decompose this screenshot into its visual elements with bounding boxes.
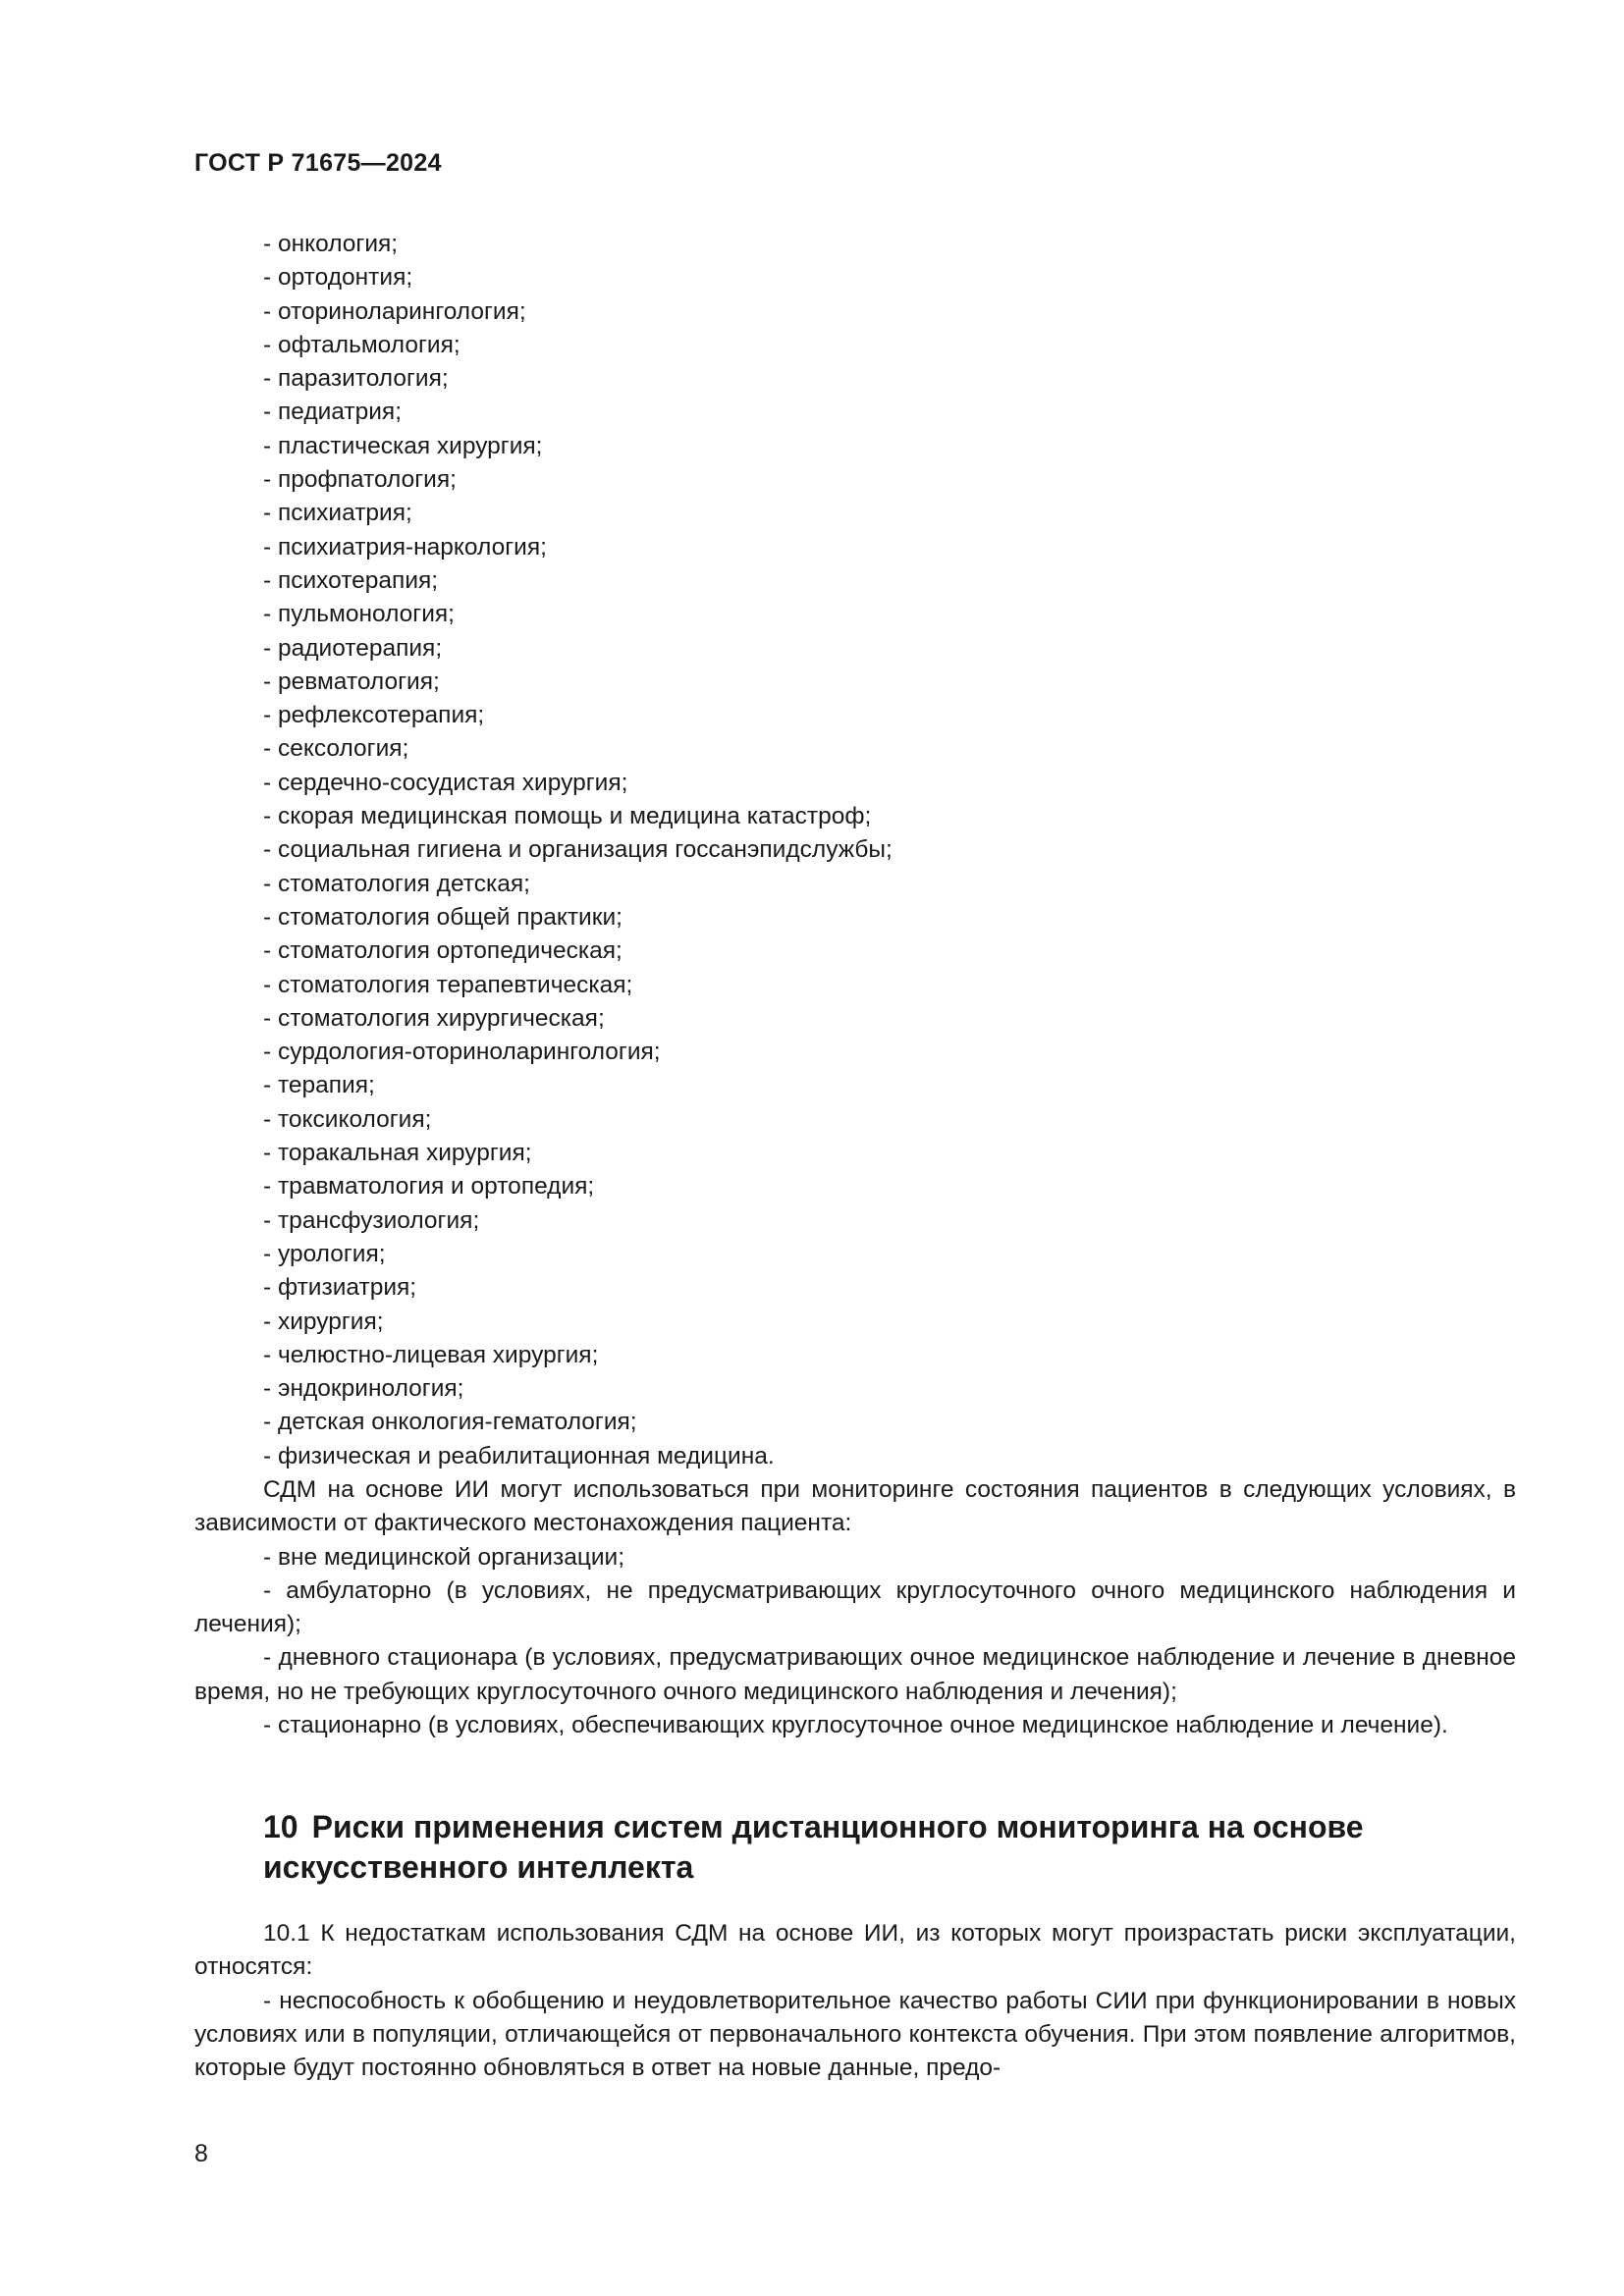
specialty-list-item: - оториноларингология; [263, 297, 526, 325]
monitoring-condition: - дневного стационара (в условиях, предусматривающих очное медицинское наблюдение и лечение в дневное время, но не требующих круглосуточного очного медицинского наблюдения и лечения); [194, 1644, 1516, 1705]
specialty-list-item: - терапия; [263, 1072, 375, 1099]
specialty-list-item: - стоматология детская; [263, 870, 530, 897]
monitoring-intro: СДМ на основе ИИ могут использоваться при мониторинге состояния пациентов в следующих условиях, в зависимости от фактического местонахождения пациента: [194, 1476, 1516, 1537]
specialty-list-item: - сурдология-оториноларингология; [263, 1039, 661, 1066]
specialty-list-item: - эндокринология; [263, 1375, 464, 1403]
specialty-list-item: - физическая и реабилитационная медицина. [263, 1442, 775, 1469]
specialty-list-item: - сексология; [263, 735, 409, 763]
specialty-list-item: - онкология; [263, 231, 399, 257]
section-paragraph: 10.1 К недостаткам использования СДМ на основе ИИ, из которых могут произрастать риски эксплуатации, относятся: [194, 1920, 1516, 1981]
monitoring-condition: - амбулаторно (в условиях, не предусматривающих круглосуточного очного медицинского наблюдения и лечения); [194, 1576, 1516, 1638]
monitoring-block [194, 1473, 1516, 1742]
document-code-header: ГОСТ Р 71675—2024 [194, 149, 442, 177]
specialty-list-item: - рефлексотерапия; [263, 702, 485, 729]
specialty-list-item: - пластическая хирургия; [263, 432, 543, 459]
specialty-list-item: - стоматология общей практики; [263, 903, 623, 931]
section-heading [263, 1807, 1441, 1888]
specialty-list-item: - радиотерапия; [263, 634, 443, 662]
specialty-list-item: - стоматология ортопедическая; [263, 937, 623, 965]
specialty-list-item: - фтизиатрия; [263, 1274, 417, 1302]
specialty-list-item: - психиатрия; [263, 500, 412, 527]
specialty-list-item: - стоматология терапевтическая; [263, 971, 633, 998]
section-title-text: Риски применения систем дистанционного мониторинга на основе искусственного интеллекта [263, 1809, 1364, 1885]
specialty-list-item: - ревматология; [263, 667, 440, 695]
specialty-list-item: - хирургия; [263, 1308, 384, 1335]
specialty-list-item: - скорая медицинская помощь и медицина катастроф; [263, 803, 872, 830]
specialty-list-item: - ортодонтия; [263, 264, 413, 292]
specialty-list-item: - детская онкология-гематология; [263, 1409, 637, 1436]
section-paragraph: - неспособность к обобщению и неудовлетворительное качество работы СИИ при функционировании в новых условиях или в популяции, отличающейся от первоначального контекста обучения. При этом появление алгоритмов, которые будут постоянно обновляться в ответ на новые данные, предо- [194, 1987, 1516, 2082]
specialty-list-item: - челюстно-лицевая хирургия; [263, 1341, 599, 1368]
specialty-list-item: - токсикология; [263, 1105, 432, 1133]
specialty-list-item: - урология; [263, 1240, 386, 1267]
specialty-list-item: - сердечно-сосудистая хирургия; [263, 769, 628, 796]
specialty-list-item: - стоматология хирургическая; [263, 1004, 605, 1032]
specialty-list-item: - трансфузиология; [263, 1206, 480, 1234]
specialty-list-item: - офтальмология; [263, 331, 460, 358]
specialties-list [263, 228, 893, 1473]
specialty-list-item: - пульмонология; [263, 601, 455, 628]
specialty-list-item: - психиатрия-наркология; [263, 533, 547, 561]
specialty-list-item: - социальная гигиена и организация госсанэпидслужбы; [263, 836, 893, 864]
specialty-list-item: - торакальная хирургия; [263, 1140, 532, 1167]
monitoring-condition: - вне медицинской организации; [263, 1543, 625, 1571]
specialty-list-item: - педиатрия; [263, 399, 402, 426]
specialty-list-item: - паразитология; [263, 365, 449, 393]
specialty-list-item: - травматология и ортопедия; [263, 1173, 595, 1201]
monitoring-condition: - стационарно (в условиях, обеспечивающих круглосуточное очное медицинское наблюдение и лечение). [263, 1712, 1448, 1739]
specialty-list-item: - психотерапия; [263, 566, 439, 594]
specialty-list-item: - профпатология; [263, 466, 457, 494]
section-body [194, 1917, 1516, 2085]
section-number: 10 [263, 1809, 298, 1844]
page-number: 8 [194, 2140, 208, 2167]
